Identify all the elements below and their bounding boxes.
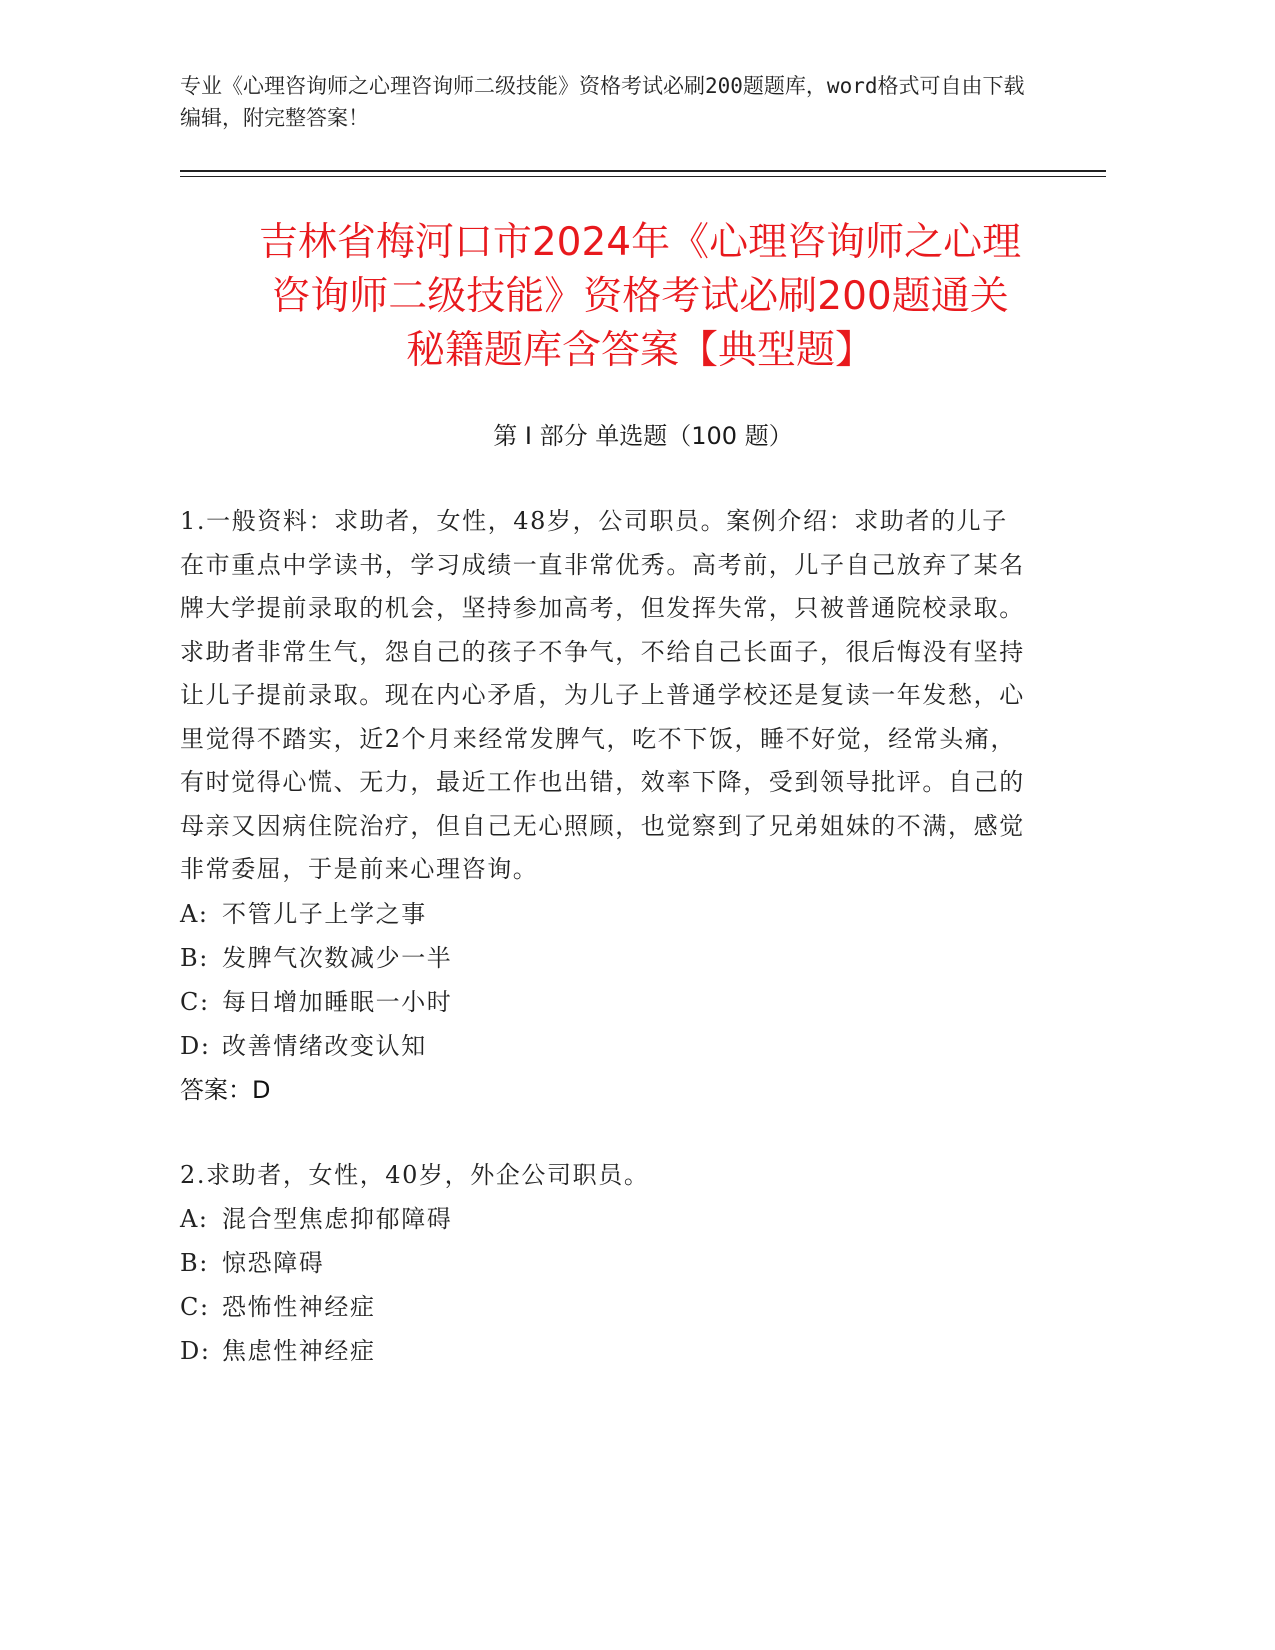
section-heading: 第 I 部分 单选题（100 题）: [493, 422, 793, 450]
option-key: A:: [180, 1205, 209, 1233]
question-1: [180, 500, 1030, 1112]
option-c: [180, 980, 1030, 1024]
title-line-3: 秘籍题库含答案【典型题】: [405, 328, 874, 373]
option-d: [180, 1329, 1030, 1373]
option-a: [180, 1197, 1030, 1241]
option-a: [180, 892, 1030, 936]
option-key: D:: [180, 1031, 211, 1060]
header-divider: [180, 170, 1106, 172]
question-answer: 答案：D: [180, 1075, 271, 1104]
question-stem: 1.一般资料：求助者，女性，48岁，公司职员。案例介绍：求助者的儿子在市重点中学读书，学习成绩一直非常优秀。高考前，儿子自己放弃了某名牌大学提前录取的机会，坚持参加高考，但发挥失常，只被普通院校录取。求助者非常生气，怨自己的孩子不争气，不给自己长面子，很后悔没有坚持让儿子提前录取。现在内心矛盾，为儿子上普通学校还是复读一年发愁，心里觉得不踏实，近2个月来经常发脾气，吃不下饭，睡不好觉，经常头痛，有时觉得心慌、无力，最近工作也出错，效率下降，受到领导批评。自己的母亲又因病住院治疗，但自己无心照顾，也觉察到了兄弟姐妹的不满，感觉非常委屈，于是前来心理咨询。: [180, 507, 1025, 883]
option-text: 发脾气次数减少一半: [222, 943, 453, 972]
option-text: 惊恐障碍: [222, 1249, 325, 1277]
question-stem: 2.求助者，女性，40岁，外企公司职员。: [180, 1160, 650, 1189]
question-2: [180, 1154, 1030, 1374]
option-b: [180, 936, 1030, 980]
title-line-2: 咨询师二级技能》资格考试必刷200题通关: [271, 274, 1009, 319]
option-text: 改善情绪改变认知: [222, 1031, 427, 1060]
option-key: A:: [180, 899, 209, 928]
header-note: 专业《心理咨询师之心理咨询师二级技能》资格考试必刷200题题库，word格式可自由下载编辑，附完整答案！: [180, 74, 1025, 130]
option-text: 不管儿子上学之事: [222, 899, 427, 928]
option-key: C:: [180, 1293, 210, 1321]
option-c: [180, 1285, 1030, 1329]
option-b: [180, 1241, 1030, 1285]
option-text: 每日增加睡眠一小时: [222, 987, 453, 1016]
header-divider-thin: [180, 176, 1106, 177]
option-d: [180, 1024, 1030, 1068]
option-text: 混合型焦虑抑郁障碍: [222, 1205, 453, 1233]
option-key: C:: [180, 987, 210, 1016]
option-key: D:: [180, 1337, 211, 1365]
title-line-1: 吉林省梅河口市2024年《心理咨询师之心理: [258, 220, 1022, 265]
option-key: B:: [180, 1249, 209, 1277]
document-title: [150, 216, 1130, 378]
question-list: [180, 500, 1030, 1373]
option-text: 恐怖性神经症: [222, 1293, 376, 1321]
option-key: B:: [180, 943, 209, 972]
option-text: 焦虑性神经症: [222, 1337, 376, 1365]
